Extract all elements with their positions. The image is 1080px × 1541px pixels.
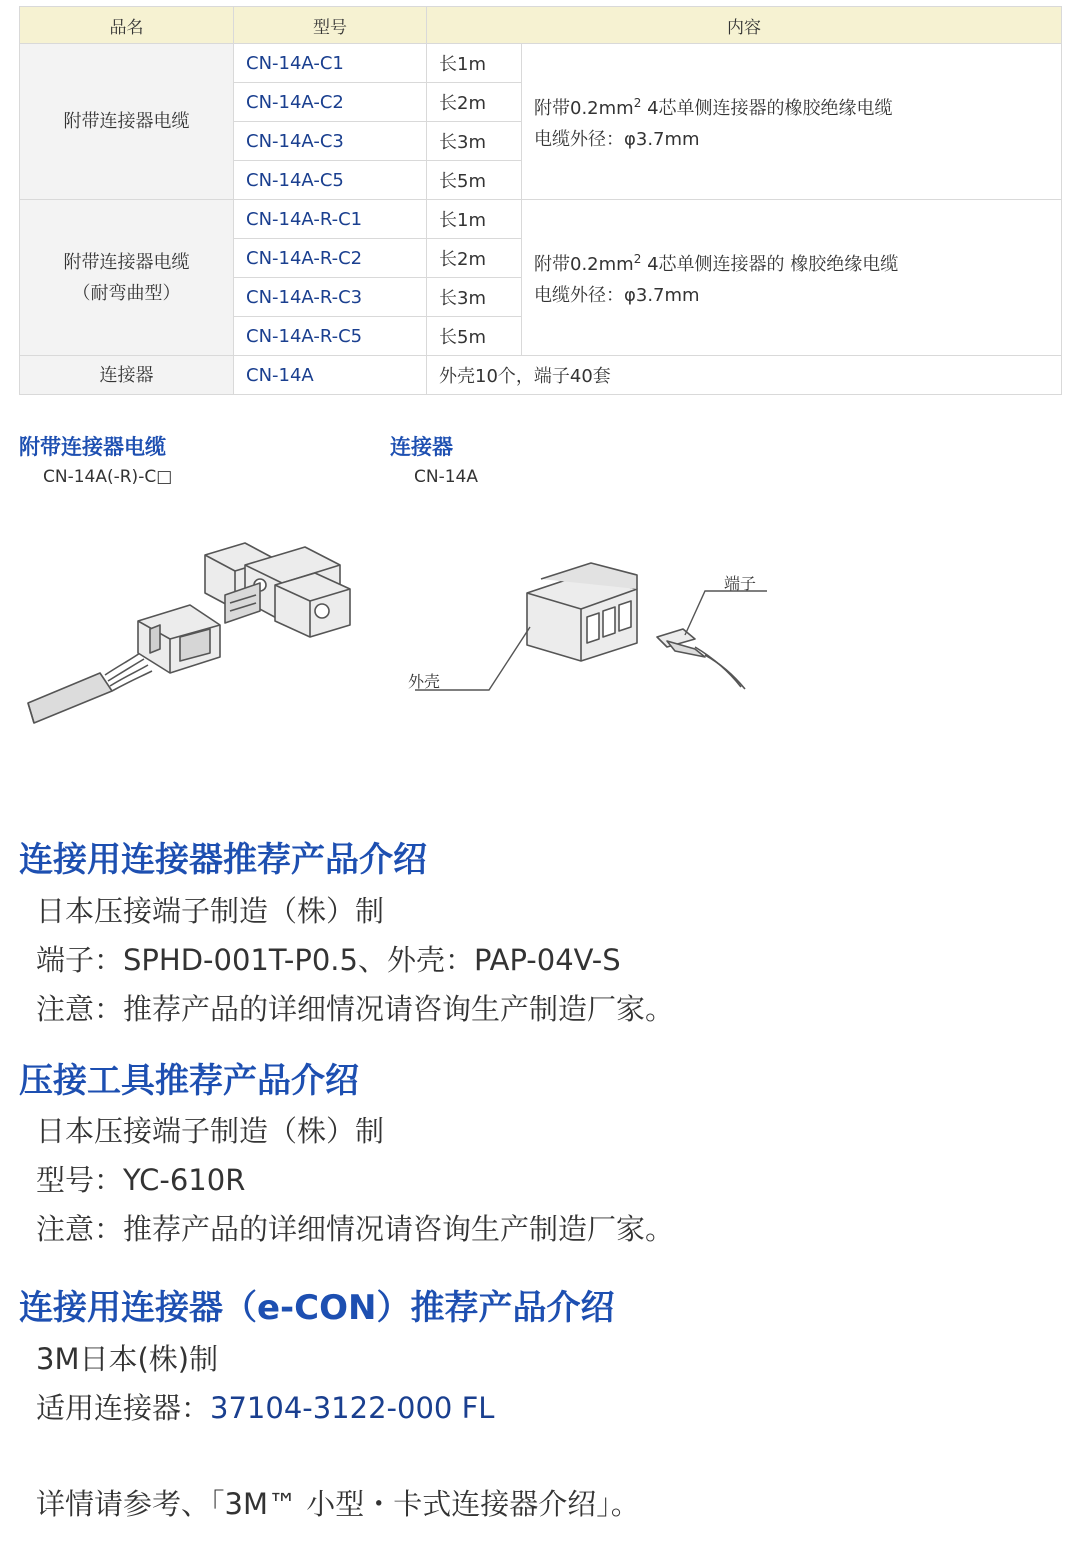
terminal-label: 端子	[724, 574, 757, 593]
applicable-connector-label: 适用连接器：	[36, 1391, 211, 1425]
model-cell[interactable]: CN-14A-C2	[234, 83, 427, 122]
connector-shell-terminal-illustration	[405, 555, 775, 705]
section-line	[36, 1386, 494, 1427]
product-name-line: 附带连接器电缆	[63, 251, 190, 273]
product-name-cell: 连接器	[20, 356, 234, 395]
applicable-connector-link[interactable]: 37104-3122-000 FL	[210, 1391, 495, 1425]
section-line: 日本压接端子制造（株）制	[36, 1114, 385, 1148]
desc-superscript: 2	[633, 96, 642, 110]
table-row	[20, 200, 1062, 239]
model-cell[interactable]: CN-14A-C1	[234, 44, 427, 83]
model-cell[interactable]: CN-14A-R-C3	[234, 278, 427, 317]
section-title-tool-recommend: 压接工具推荐产品介绍	[19, 1061, 359, 1101]
connector-figure-title: 连接器	[390, 435, 453, 459]
length-cell: 长3m	[427, 122, 522, 161]
length-cell: 长3m	[427, 278, 522, 317]
product-name-cell	[20, 200, 234, 356]
product-name-cell: 附带连接器电缆	[20, 44, 234, 200]
connector-figure-model: CN-14A	[414, 467, 478, 487]
length-cell: 长5m	[427, 317, 522, 356]
cable-figure-title: 附带连接器电缆	[19, 435, 166, 459]
section-line: 端子：SPHD-001T-P0.5、外壳：PAP-04V-S	[36, 943, 621, 977]
desc-diameter: 电缆外径：φ3.7mm	[534, 129, 700, 150]
cable-figure-model: CN-14A(-R)-C□	[43, 467, 173, 487]
model-cell[interactable]: CN-14A-C3	[234, 122, 427, 161]
description-cell	[522, 200, 1062, 356]
length-cell: 长2m	[427, 83, 522, 122]
model-cell[interactable]: CN-14A-R-C2	[234, 239, 427, 278]
header-product-name: 品名	[20, 7, 234, 44]
model-cell[interactable]: CN-14A-R-C1	[234, 200, 427, 239]
table-row	[20, 356, 1062, 395]
section-line-reference: 详情请参考、「3M™ 小型・卡式连接器介绍」。	[36, 1487, 640, 1521]
section-line: 注意：推荐产品的详细情况请咨询生产制造厂家。	[36, 992, 675, 1026]
cable-connector-illustration	[20, 525, 365, 730]
header-content: 内容	[427, 7, 1062, 44]
length-cell: 长1m	[427, 200, 522, 239]
desc-text: 4芯单侧连接器的 橡胶绝缘电缆	[641, 254, 899, 275]
description-cell: 外壳10个，端子40套	[427, 356, 1062, 395]
length-cell: 长2m	[427, 239, 522, 278]
shell-label: 外壳	[408, 672, 441, 691]
length-cell: 长5m	[427, 161, 522, 200]
desc-text: 附带0.2mm	[534, 254, 634, 275]
section-title-connector-recommend: 连接用连接器推荐产品介绍	[19, 840, 427, 880]
product-name-line: （耐弯曲型）	[72, 282, 181, 304]
header-model: 型号	[234, 7, 427, 44]
desc-superscript: 2	[633, 252, 642, 266]
table-row	[20, 44, 1062, 83]
section-line: 注意：推荐产品的详细情况请咨询生产制造厂家。	[36, 1212, 675, 1246]
section-line: 日本压接端子制造（株）制	[36, 894, 385, 928]
section-line: 型号：YC-610R	[36, 1163, 246, 1197]
desc-diameter: 电缆外径：φ3.7mm	[534, 285, 700, 306]
length-cell: 长1m	[427, 44, 522, 83]
desc-text: 4芯单侧连接器的橡胶绝缘电缆	[641, 98, 893, 119]
spec-table	[19, 6, 1062, 395]
model-cell[interactable]: CN-14A	[234, 356, 427, 395]
table-header-row	[20, 7, 1062, 44]
description-cell	[522, 44, 1062, 200]
section-line: 3M日本(株)制	[36, 1342, 219, 1376]
section-title-econ-recommend: 连接用连接器（e-CON）推荐产品介绍	[19, 1288, 615, 1328]
desc-text: 附带0.2mm	[534, 98, 634, 119]
model-cell[interactable]: CN-14A-R-C5	[234, 317, 427, 356]
model-cell[interactable]: CN-14A-C5	[234, 161, 427, 200]
